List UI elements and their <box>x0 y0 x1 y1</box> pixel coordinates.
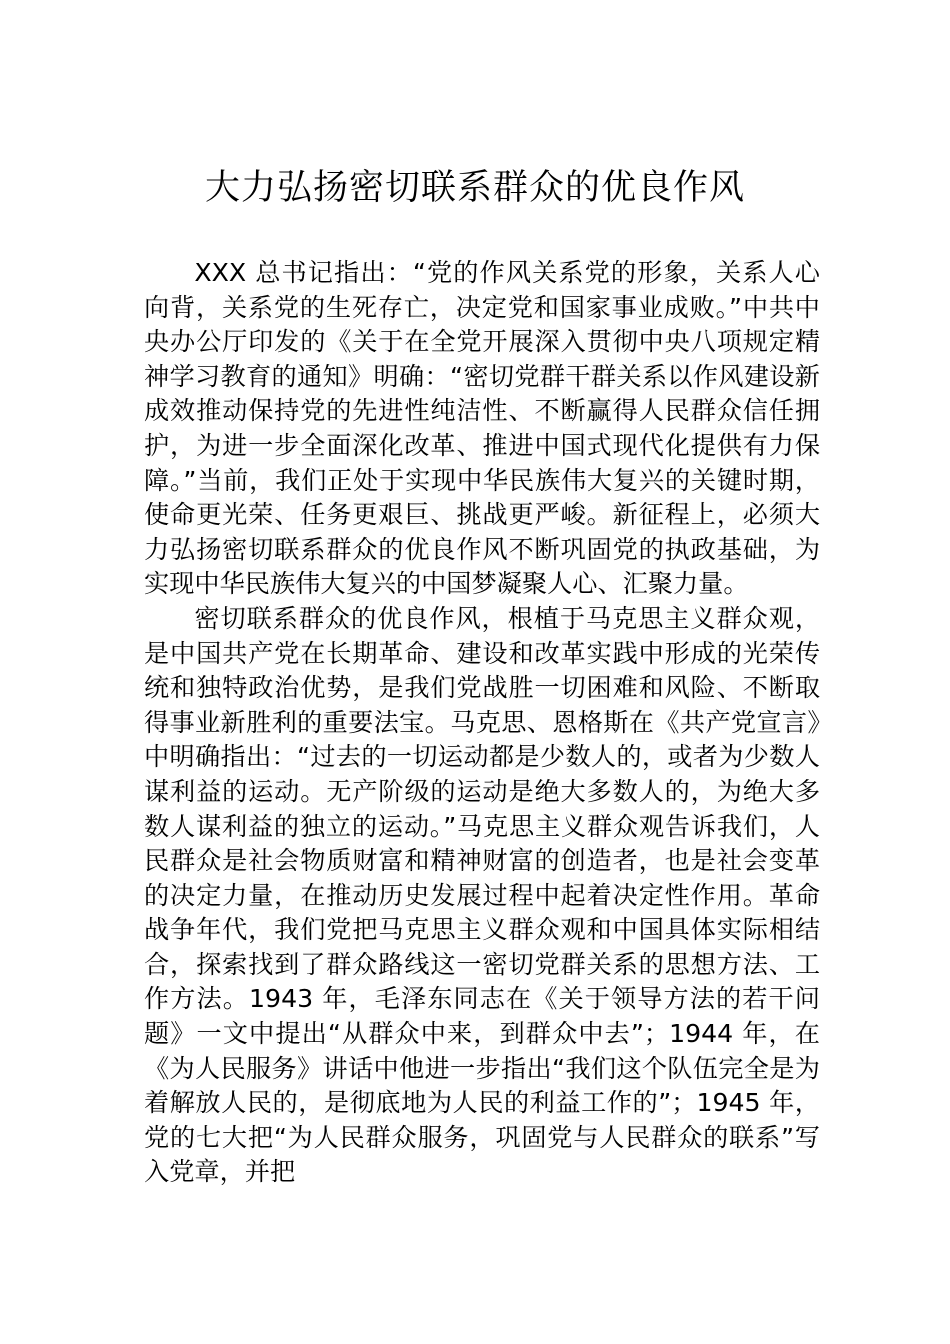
document-body <box>144 256 820 1190</box>
document-title: 大力弘扬密切联系群众的优良作风 <box>204 168 745 208</box>
paragraph-1: XXX 总书记指出：“党的作风关系党的形象，关系人心向背，关系党的生死存亡，决定党和国家事业成败。”中共中央办公厅印发的《关于在全党开展深入贯彻中央八项规定精神学习教育的通知》明确：“密切党群干群关系以作风建设新成效推动保持党的先进性纯洁性、不断赢得人民群众信任拥护，为进一步全面深化改革、推进中国式现代化提供有力保障。”当前，我们正处于实现中华民族伟大复兴的关键时期，使命更光荣、任务更艰巨、挑战更严峻。新征程上，必须大力弘扬密切联系群众的优良作风不断巩固党的执政基础，为实现中华民族伟大复兴的中国梦凝聚人心、汇聚力量。 <box>144 258 820 599</box>
paragraph-2: 密切联系群众的优良作风，根植于马克思主义群众观，是中国共产党在长期革命、建设和改革实践中形成的光荣传统和独特政治优势，是我们党战胜一切困难和风险、不断取得事业新胜利的重要法宝。马克思、恩格斯在《共产党宣言》中明确指出：“过去的一切运动都是少数人的，或者为少数人谋利益的运动。无产阶级的运动是绝大多数人的，为绝大多数人谋利益的独立的运动。”马克思主义群众观告诉我们，人民群众是社会物质财富和精神财富的创造者，也是社会变革的决定力量，在推动历史发展过程中起着决定性作用。革命战争年代，我们党把马克思主义群众观和中国具体实际相结合，探索找到了群众路线这一密切党群关系的思想方法、工作方法。1943 年，毛泽东同志在《关于领导方法的若干问题》一文中提出“从群众中来，到群众中去”；1944 年，在《为人民服务》讲话中他进一步指出“我们这个队伍完全是为着解放人民的，是彻底地为人民的利益工作的”；1945 年，党的七大把“为人民群众服务，巩固党与人民群众的联系”写入党章，并把 <box>144 603 820 1187</box>
